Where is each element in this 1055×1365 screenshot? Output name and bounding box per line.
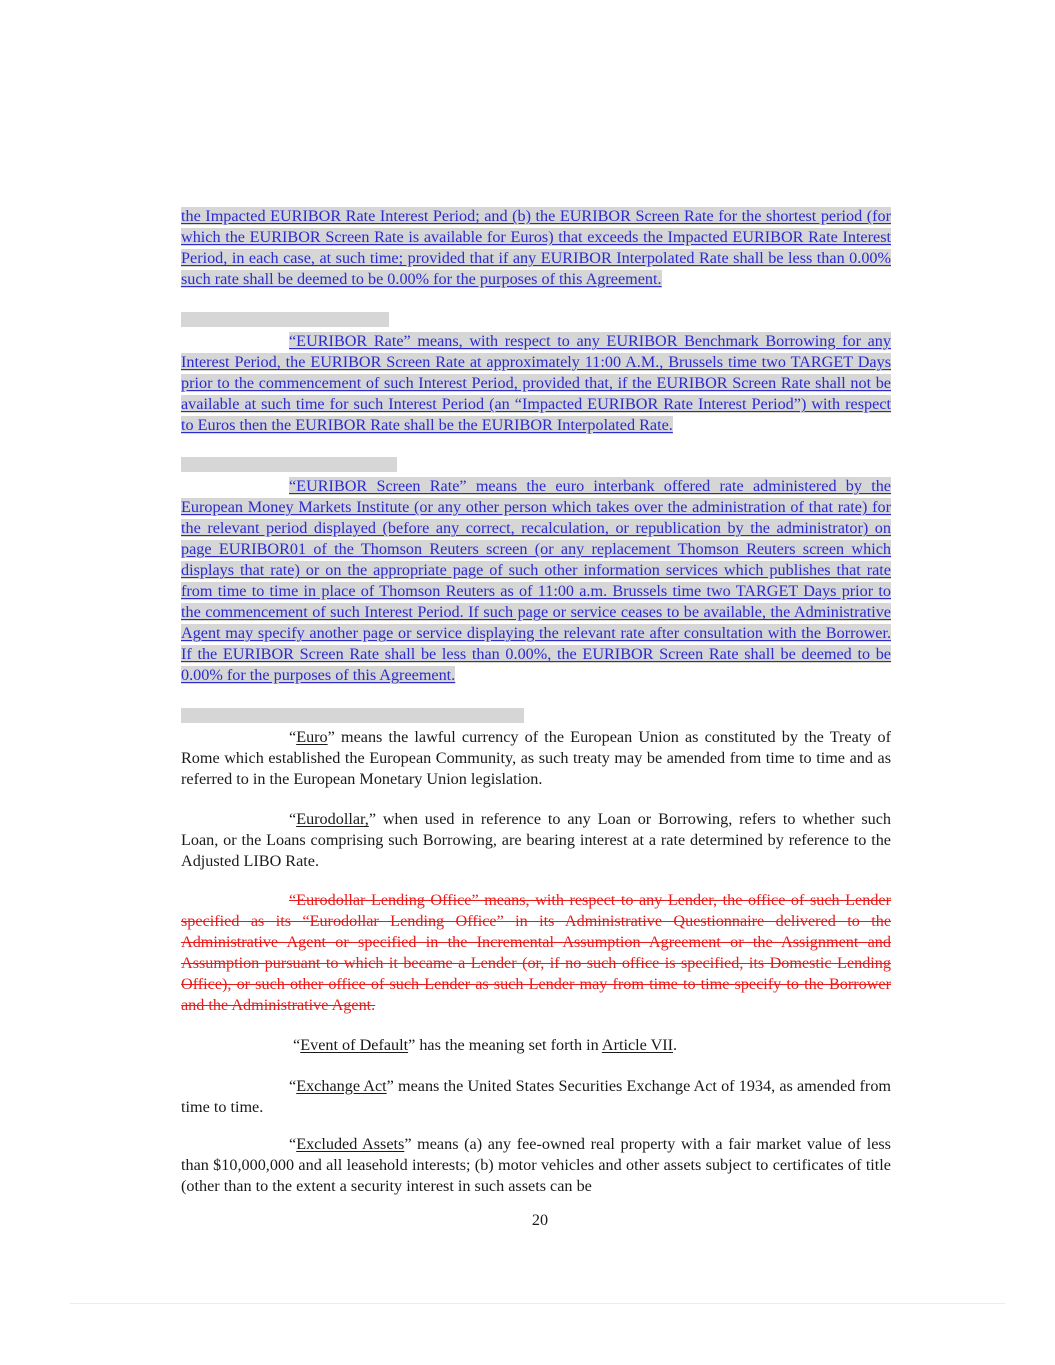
definition-euribor-screen-rate bbox=[181, 476, 891, 686]
euribor-interpolated-rate-continuation bbox=[181, 206, 891, 290]
inserted-text: “EURIBOR Screen Rate” means the euro interbank offered rate administered by the European Money Markets Institute (or any other person which takes over the administration of that rate) for the relevant period displayed (before any correct, recalculation, or republication by the administrator) on page EURIBOR01 of the Thomson Reuters screen (or any replacement Thomson Reuters screen which displays that rate) or on the appropriate page of such other information services which publishes that rate from time to time in place of Thomson Reuters as of 11:00 a.m. Brussels time two TARGET Days prior to the commencement of such Interest Period. If such page or service ceases to be available, the Administrative Agent may specify another page or service displaying the relevant rate after consultation with the Borrower. If the EURIBOR Screen Rate shall be less than 0.00%, the EURIBOR Screen Rate shall be deemed to be 0.00% for the purposes of this Agreement. bbox=[181, 477, 891, 684]
insertion-highlight-bar bbox=[181, 312, 389, 327]
definition-event-of-default: “Event of Default” has the meaning set forth in Article VII. bbox=[289, 1036, 678, 1054]
defined-term: Eurodollar, bbox=[296, 810, 369, 828]
defined-term: Event of Default bbox=[300, 1036, 409, 1054]
inserted-text: “EURIBOR Rate” means, with respect to any EURIBOR Benchmark Borrowing for any Interest Period, the EURIBOR Screen Rate at approximately 11:00 A.M., Brussels time two TARGET Days prior to the commencement of such Interest Period, provided that, if the EURIBOR Screen Rate shall not be available at such time for such Interest Period (an “Impacted EURIBOR Rate Interest Period”) with respect to Euros then the EURIBOR Rate shall be the EURIBOR Interpolated Rate. bbox=[181, 332, 891, 434]
page-bottom-divider bbox=[70, 1303, 1005, 1304]
deleted-text: “Eurodollar Lending Office” means, with respect to any Lender, the office of such Lender specified as its “Eurodollar Lending Office” in its Administrative Questionnaire delivered to the Administrative Agent or specified in the Incremental Assumption Agreement or the Assignment and Assumption pursuant to which it became a Lender (or, if no such office is specified, its Domestic Lending Office), or such other office of such Lender as such Lender may from time to time specify to the Borrower and the Administrative Agent. bbox=[181, 891, 891, 1014]
definition-eurodollar-lending-office bbox=[181, 890, 891, 1016]
defined-term: Excluded Assets bbox=[296, 1135, 405, 1153]
insertion-highlight-bar bbox=[181, 708, 524, 723]
page-number: 20 bbox=[531, 1211, 549, 1229]
defined-term: Euro bbox=[296, 728, 328, 746]
insertion-highlight-bar bbox=[181, 457, 397, 472]
definition-euribor-rate bbox=[181, 331, 891, 436]
inserted-text: the Impacted EURIBOR Rate Interest Period; and (b) the EURIBOR Screen Rate for the shortest period (for which the EURIBOR Screen Rate is available for Euros) that exceeds the Impacted EURIBOR Rate Interest Period, in each case, at such time; provided that if any EURIBOR Interpolated Rate shall be less than 0.00% such rate shall be deemed to be 0.00% for the purposes of this Agreement. bbox=[181, 207, 891, 288]
article-reference: Article VII bbox=[601, 1036, 674, 1054]
definition-eurodollar: “Eurodollar,” when used in reference to any Loan or Borrowing, refers to whether such Loan, or the Loans comprising such Borrowing, are bearing interest at a rate determined by reference to the Adjusted LIBO Rate. bbox=[181, 810, 891, 870]
defined-term: Exchange Act bbox=[296, 1077, 387, 1095]
definition-excluded-assets: “Excluded Assets” means (a) any fee-owned real property with a fair market value of less than $10,000,000 and all leasehold interests; (b) motor vehicles and other assets subject to certificates of title (other than to the extent a security interest in such assets can be bbox=[181, 1135, 891, 1195]
definition-exchange-act: “Exchange Act” means the United States Securities Exchange Act of 1934, as amended from time to time. bbox=[181, 1077, 892, 1116]
definition-euro: “Euro” means the lawful currency of the European Union as constituted by the Treaty of Rome which established the European Community, as such treaty may be amended from time to time and as referred to in the European Monetary Union legislation. bbox=[181, 728, 891, 788]
